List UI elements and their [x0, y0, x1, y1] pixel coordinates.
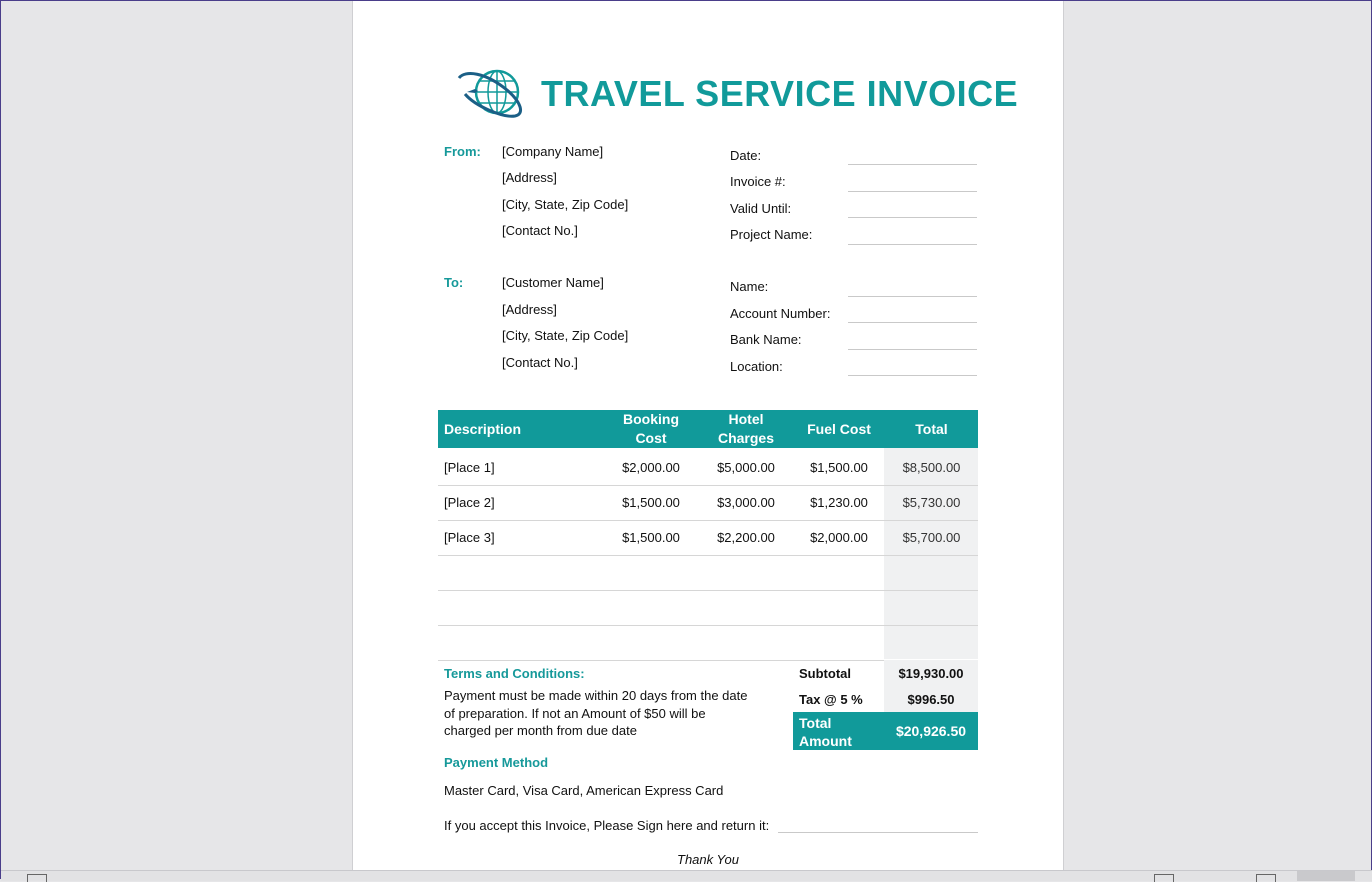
subtotal-row — [793, 660, 978, 686]
web-layout-button[interactable] — [1297, 871, 1355, 881]
row-booking: $1,500.00 — [622, 530, 680, 545]
from-address: [Address] — [502, 170, 557, 185]
bank-name-line[interactable] — [848, 348, 977, 350]
invoice-number-line[interactable] — [848, 190, 977, 192]
table-row-empty — [438, 555, 978, 591]
total-label-line1: Total — [799, 715, 832, 731]
header-hotel-line2: Charges — [717, 430, 775, 446]
header-hotel-line1: Hotel — [728, 411, 764, 427]
bank-holder-line[interactable] — [848, 295, 977, 297]
row-total: $8,500.00 — [902, 460, 961, 475]
payment-methods: Master Card, Visa Card, American Express Card — [444, 783, 724, 798]
header-total: Total — [915, 420, 948, 437]
subtotal-label: Subtotal — [799, 665, 851, 681]
header-booking-line2: Cost — [635, 430, 667, 446]
total-label-line2: Amount — [799, 733, 852, 749]
total-amount-label — [799, 714, 852, 750]
row-fuel: $2,000.00 — [810, 530, 868, 545]
header-booking-cost — [604, 410, 698, 448]
date-line[interactable] — [848, 163, 977, 165]
sign-instruction: If you accept this Invoice, Please Sign here and return it: — [444, 818, 770, 833]
from-contact: [Contact No.] — [502, 223, 578, 238]
valid-until-line[interactable] — [848, 216, 977, 218]
header-fuel-cost: Fuel Cost — [807, 420, 871, 437]
bank-holder-label: Name: — [730, 279, 769, 294]
terms-line-1: Payment must be made within 20 days from the date — [444, 688, 748, 703]
row-total: $5,730.00 — [902, 495, 961, 510]
row-hotel: $3,000.00 — [717, 495, 775, 510]
date-label: Date: — [730, 148, 762, 163]
project-name-line[interactable] — [848, 243, 977, 245]
location-label: Location: — [730, 359, 783, 374]
row-description: [Place 1] — [444, 460, 495, 475]
tax-value: $996.50 — [884, 686, 978, 712]
to-address: [Address] — [502, 302, 557, 317]
terms-line-3: charged per month from due date — [444, 723, 637, 738]
grand-total-box — [793, 712, 978, 750]
to-city: [City, State, Zip Code] — [502, 328, 629, 343]
account-number-line[interactable] — [848, 321, 977, 323]
row-booking: $2,000.00 — [622, 460, 680, 475]
print-layout-icon[interactable] — [1256, 874, 1276, 882]
row-description: [Place 3] — [444, 530, 495, 545]
table-header — [438, 410, 978, 448]
row-fuel: $1,500.00 — [810, 460, 868, 475]
tax-row — [793, 686, 978, 712]
header-hotel-charges — [699, 410, 793, 448]
row-hotel: $5,000.00 — [717, 460, 775, 475]
to-contact: [Contact No.] — [502, 355, 578, 370]
to-label: To: — [444, 275, 464, 290]
row-fuel: $1,230.00 — [810, 495, 868, 510]
invoice-title: TRAVEL SERVICE INVOICE — [541, 73, 1019, 114]
globe-plane-logo-icon — [455, 66, 527, 120]
tax-label: Tax @ 5 % — [799, 691, 863, 707]
focus-icon[interactable] — [1154, 874, 1174, 882]
location-line[interactable] — [848, 374, 977, 376]
row-hotel: $2,200.00 — [717, 530, 775, 545]
terms-heading: Terms and Conditions: — [444, 666, 585, 681]
project-name-label: Project Name: — [730, 227, 813, 242]
row-total: $5,700.00 — [902, 530, 961, 545]
table-row-empty — [438, 590, 978, 626]
from-company: [Company Name] — [502, 144, 604, 159]
valid-until-label: Valid Until: — [730, 201, 792, 216]
from-city: [City, State, Zip Code] — [502, 197, 629, 212]
table-row — [438, 485, 978, 521]
to-customer: [Customer Name] — [502, 275, 604, 290]
thank-you-text: Thank You — [677, 852, 739, 867]
subtotal-value: $19,930.00 — [884, 660, 978, 686]
table-row — [438, 520, 978, 556]
document-page — [352, 1, 1064, 880]
row-description: [Place 2] — [444, 495, 495, 510]
terms-line-2: of preparation. If not an Amount of $50 will be — [444, 706, 706, 721]
header-description: Description — [444, 420, 522, 437]
total-amount-value: $20,926.50 — [895, 723, 967, 739]
signature-line[interactable] — [778, 832, 978, 833]
header-booking-line1: Booking — [623, 411, 679, 427]
status-bar — [1, 870, 1372, 881]
row-booking: $1,500.00 — [622, 495, 680, 510]
read-mode-icon[interactable] — [27, 874, 47, 882]
table-row — [438, 450, 978, 486]
payment-heading: Payment Method — [444, 755, 549, 770]
invoice-number-label: Invoice #: — [730, 174, 786, 189]
from-label: From: — [444, 144, 481, 159]
bank-name-label: Bank Name: — [730, 332, 802, 347]
table-row-empty — [438, 625, 978, 661]
account-number-label: Account Number: — [730, 306, 831, 321]
